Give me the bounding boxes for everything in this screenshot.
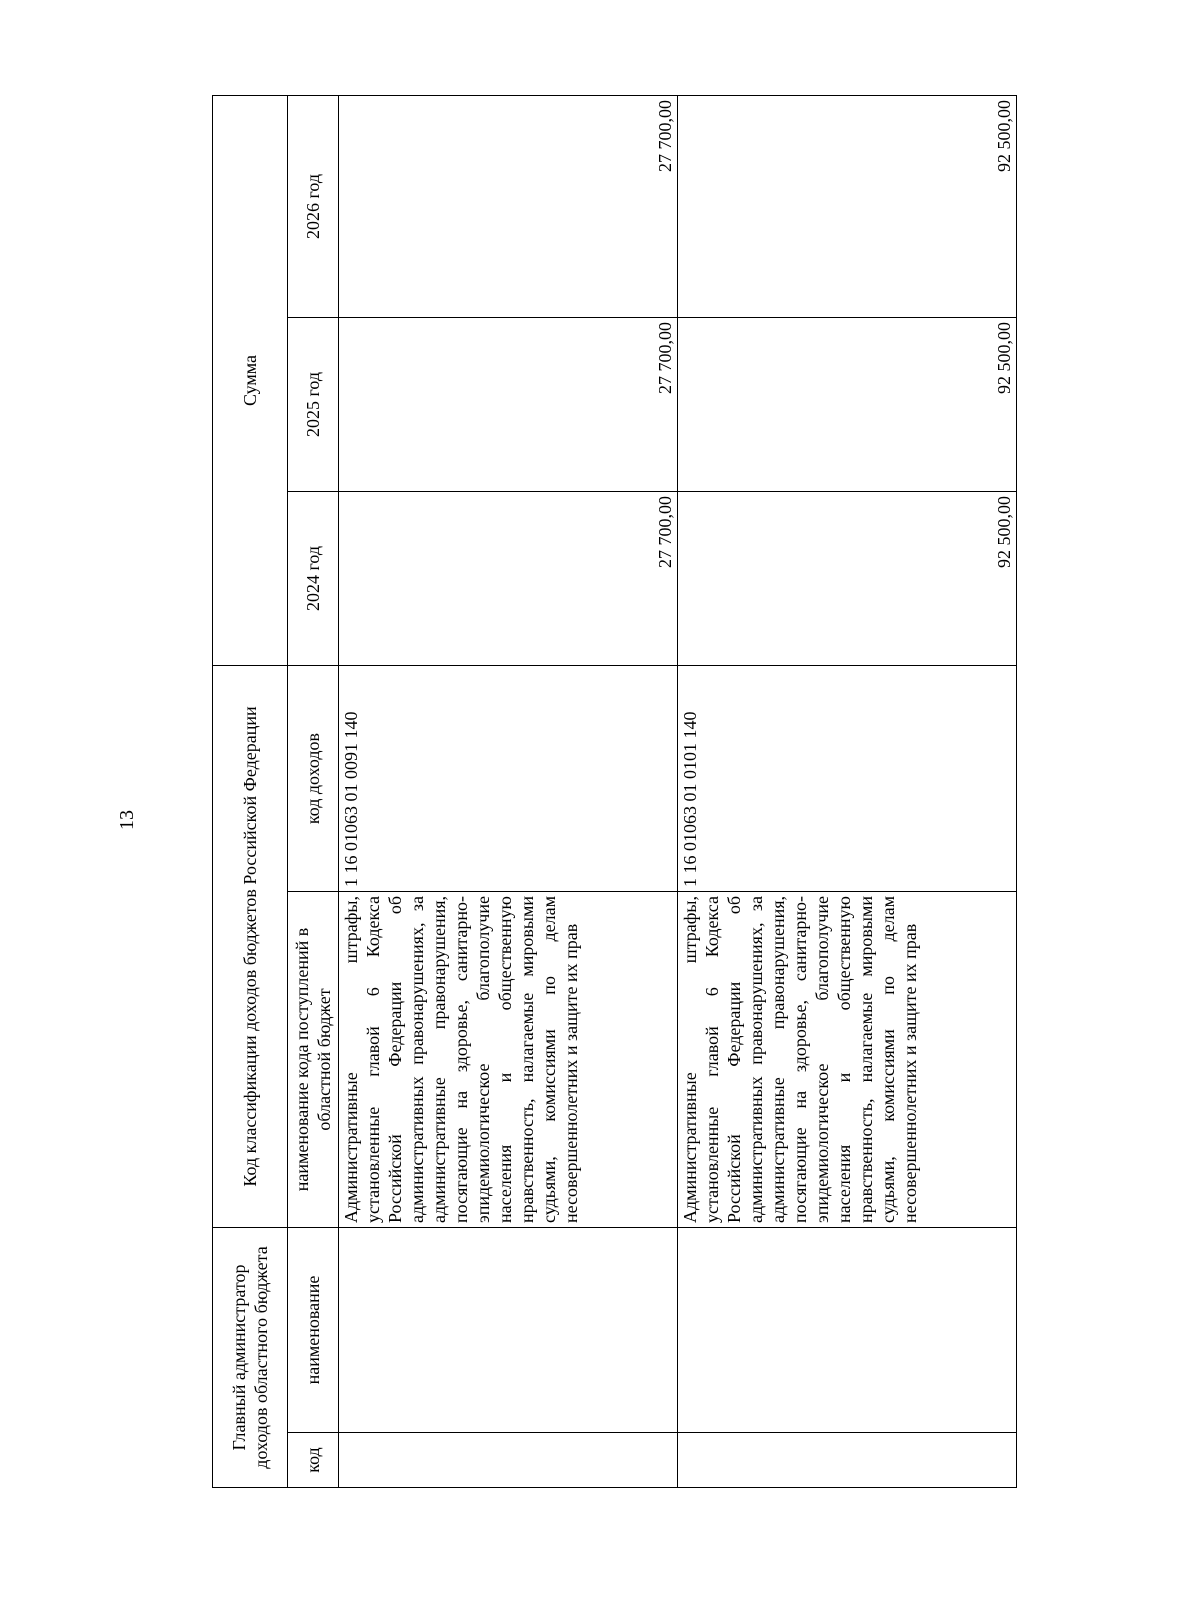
- header-code: код: [288, 1433, 339, 1488]
- row-amount-2026: 92 500,00: [678, 95, 1017, 317]
- header-row-columns: [288, 95, 339, 1487]
- row-name: [339, 1228, 678, 1433]
- header-sum-group: Сумма: [213, 95, 288, 665]
- row-amount-2026: 27 700,00: [339, 95, 678, 317]
- header-revenue-code: код доходов: [288, 666, 339, 892]
- row-code: [339, 1433, 678, 1488]
- header-name: наименование: [288, 1228, 339, 1433]
- row-amount-2024: 92 500,00: [678, 492, 1017, 666]
- row-amount-2025: 92 500,00: [678, 318, 1017, 492]
- header-classification-group: Код классификации доходов бюджетов Российской Федерации: [213, 666, 288, 1228]
- header-2025: 2025 год: [288, 318, 339, 492]
- header-revenue-name: наименование кода поступлений в областной бюджет: [288, 892, 339, 1228]
- header-row-groups: [213, 95, 288, 1487]
- row-revenue-code: 1 16 01063 01 0091 140: [339, 666, 678, 892]
- row-name: [678, 1228, 1017, 1433]
- page-number: 13: [116, 810, 138, 830]
- header-2024: 2024 год: [288, 492, 339, 666]
- row-code: [678, 1433, 1017, 1488]
- row-revenue-code: 1 16 01063 01 0101 140: [678, 666, 1017, 892]
- row-revenue-name: Административные штрафы, установленные главой 6 Кодекса Российской Федерации об административных правонарушениях, за административные правонарушения, посягающие на здоровье, санитарно-эпидемиологическое благополучие населения и общественную нравственность, налагаемые мировыми судьями, комиссиями по делам несовершеннолетних и защите их прав: [339, 892, 678, 1228]
- table-row: [339, 95, 678, 1487]
- header-admin-group: Главный администратор доходов областного бюджета: [213, 1228, 288, 1488]
- row-amount-2024: 27 700,00: [339, 492, 678, 666]
- row-amount-2025: 27 700,00: [339, 318, 678, 492]
- revenue-table-rotated: [212, 96, 1064, 1488]
- header-2026: 2026 год: [288, 95, 339, 317]
- revenue-table: [212, 95, 1017, 1488]
- table-row: [678, 95, 1017, 1487]
- row-revenue-name: Административные штрафы, установленные главой 6 Кодекса Российской Федерации об административных правонарушениях, за административные правонарушения, посягающие на здоровье, санитарно-эпидемиологическое благополучие населения и общественную нравственность, налагаемые мировыми судьями, комиссиями по делам несовершеннолетних и защите их прав: [678, 892, 1017, 1228]
